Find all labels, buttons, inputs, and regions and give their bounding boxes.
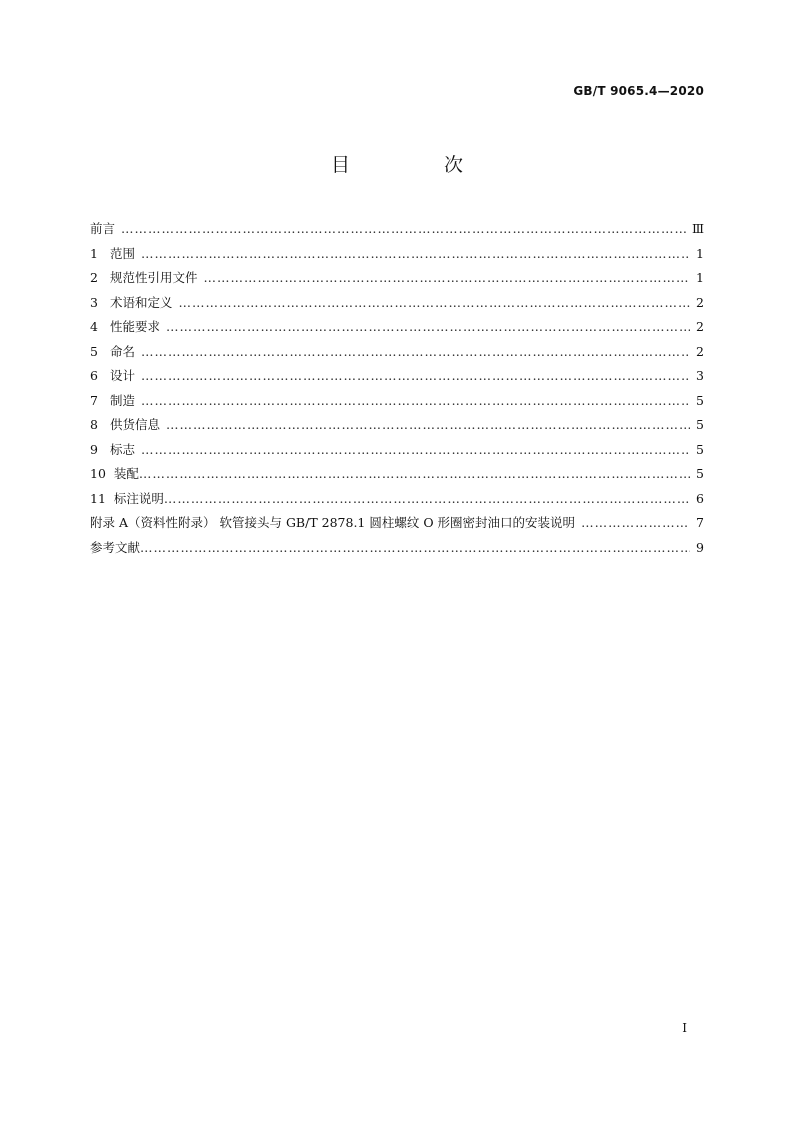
toc-entry-title: 设计 bbox=[109, 368, 135, 383]
toc-leader-dots bbox=[203, 266, 690, 291]
toc-entry-label: 前言 bbox=[90, 221, 116, 236]
toc-leader-dots bbox=[178, 291, 690, 316]
toc-entry-number: 8 bbox=[90, 417, 98, 432]
toc-entry-bibliography[interactable] bbox=[90, 536, 704, 561]
toc-title: 目 次 bbox=[330, 154, 508, 176]
toc-entry-number: 10 bbox=[90, 466, 106, 481]
toc-entry-page: 3 bbox=[696, 368, 704, 383]
toc-entry-title: 制造 bbox=[109, 392, 135, 408]
toc-leader-dots bbox=[166, 413, 690, 438]
toc-entry-page: 1 bbox=[696, 270, 704, 285]
toc-entry-page: 2 bbox=[696, 319, 704, 334]
toc-leader-dots bbox=[141, 340, 690, 365]
toc-entry-page: 2 bbox=[696, 343, 704, 359]
toc-entry-label: 参考文献 bbox=[90, 539, 141, 555]
toc-entry-number: 1 bbox=[90, 245, 98, 261]
toc-entry-normative-references[interactable] bbox=[90, 266, 704, 291]
toc-entry-label bbox=[90, 438, 141, 463]
toc-entry-title: 规范性引用文件 bbox=[109, 270, 198, 285]
toc-entry-title: 标注说明 bbox=[113, 490, 164, 506]
toc-entry-label bbox=[90, 462, 139, 487]
toc-entry-number: 7 bbox=[90, 392, 98, 408]
toc-entry-label bbox=[90, 266, 203, 291]
toc-entry-foreword[interactable] bbox=[90, 217, 704, 242]
toc-entry-label bbox=[90, 364, 141, 389]
toc-entry-title: 装配 bbox=[113, 466, 139, 481]
toc-entry-number: 5 bbox=[90, 343, 98, 359]
toc-entry-design[interactable] bbox=[90, 364, 704, 389]
toc-leader-dots bbox=[141, 364, 690, 389]
toc-entry-title: 供货信息 bbox=[109, 417, 160, 432]
toc-entry-number: 3 bbox=[90, 294, 98, 310]
toc-entry-designation[interactable] bbox=[90, 340, 704, 365]
toc-leader-dots bbox=[140, 536, 690, 561]
toc-entry-manufacture[interactable] bbox=[90, 389, 704, 414]
toc-entry-title: 命名 bbox=[109, 343, 135, 359]
toc-entry-page: Ⅲ bbox=[691, 221, 704, 236]
toc-entry-title: 性能要求 bbox=[109, 319, 160, 334]
standard-code: GB/T 9065.4—2020 bbox=[573, 84, 704, 98]
toc-entry-page: 6 bbox=[696, 490, 704, 506]
toc-leader-dots bbox=[141, 389, 690, 414]
toc-entry-number: 4 bbox=[90, 319, 98, 334]
toc-leader-dots bbox=[141, 242, 690, 267]
toc-leader-dots bbox=[164, 487, 690, 512]
toc-entry-label bbox=[90, 389, 141, 414]
toc-entry-title: 范围 bbox=[109, 245, 135, 261]
toc-entry-scope[interactable] bbox=[90, 242, 704, 267]
page-number: I bbox=[682, 1021, 687, 1035]
toc-entry-assembly[interactable] bbox=[90, 462, 704, 487]
toc-entry-page: 1 bbox=[696, 245, 704, 261]
toc-entry-label bbox=[90, 487, 164, 512]
toc-leader-dots bbox=[121, 217, 688, 242]
toc-leader-dots bbox=[139, 462, 690, 487]
toc-entry-performance[interactable] bbox=[90, 315, 704, 340]
toc-entry-label bbox=[90, 291, 178, 316]
toc-entry-title: 标志 bbox=[109, 441, 135, 457]
toc-leader-dots bbox=[141, 438, 690, 463]
toc-entry-page: 5 bbox=[696, 392, 704, 408]
toc-entry-label bbox=[90, 315, 166, 340]
toc-entry-page: 5 bbox=[696, 441, 704, 457]
toc-entry-supply-info[interactable] bbox=[90, 413, 704, 438]
toc-entry-label bbox=[90, 413, 166, 438]
toc-entry-annex-a[interactable] bbox=[90, 511, 704, 536]
toc-entry-page: 2 bbox=[696, 294, 704, 310]
toc-entry-terms[interactable] bbox=[90, 291, 704, 316]
table-of-contents bbox=[90, 217, 704, 560]
toc-entry-label bbox=[90, 340, 141, 365]
toc-entry-page: 5 bbox=[696, 466, 704, 481]
toc-entry-label: 附录 A（资料性附录） 软管接头与 GB/T 2878.1 圆柱螺纹 O 形圈密封油口的安装说明 bbox=[90, 515, 576, 530]
toc-entry-page: 7 bbox=[696, 515, 704, 530]
toc-entry-identification-statement[interactable] bbox=[90, 487, 704, 512]
toc-entry-page: 9 bbox=[696, 539, 704, 555]
toc-entry-label bbox=[90, 242, 141, 267]
toc-entry-page: 5 bbox=[696, 417, 704, 432]
toc-entry-number: 6 bbox=[90, 368, 98, 383]
toc-leader-dots bbox=[166, 315, 690, 340]
toc-entry-number: 11 bbox=[90, 490, 106, 506]
toc-leader-dots bbox=[581, 511, 690, 536]
toc-entry-marking[interactable] bbox=[90, 438, 704, 463]
toc-entry-number: 2 bbox=[90, 270, 98, 285]
toc-entry-number: 9 bbox=[90, 441, 98, 457]
toc-entry-title: 术语和定义 bbox=[109, 294, 173, 310]
